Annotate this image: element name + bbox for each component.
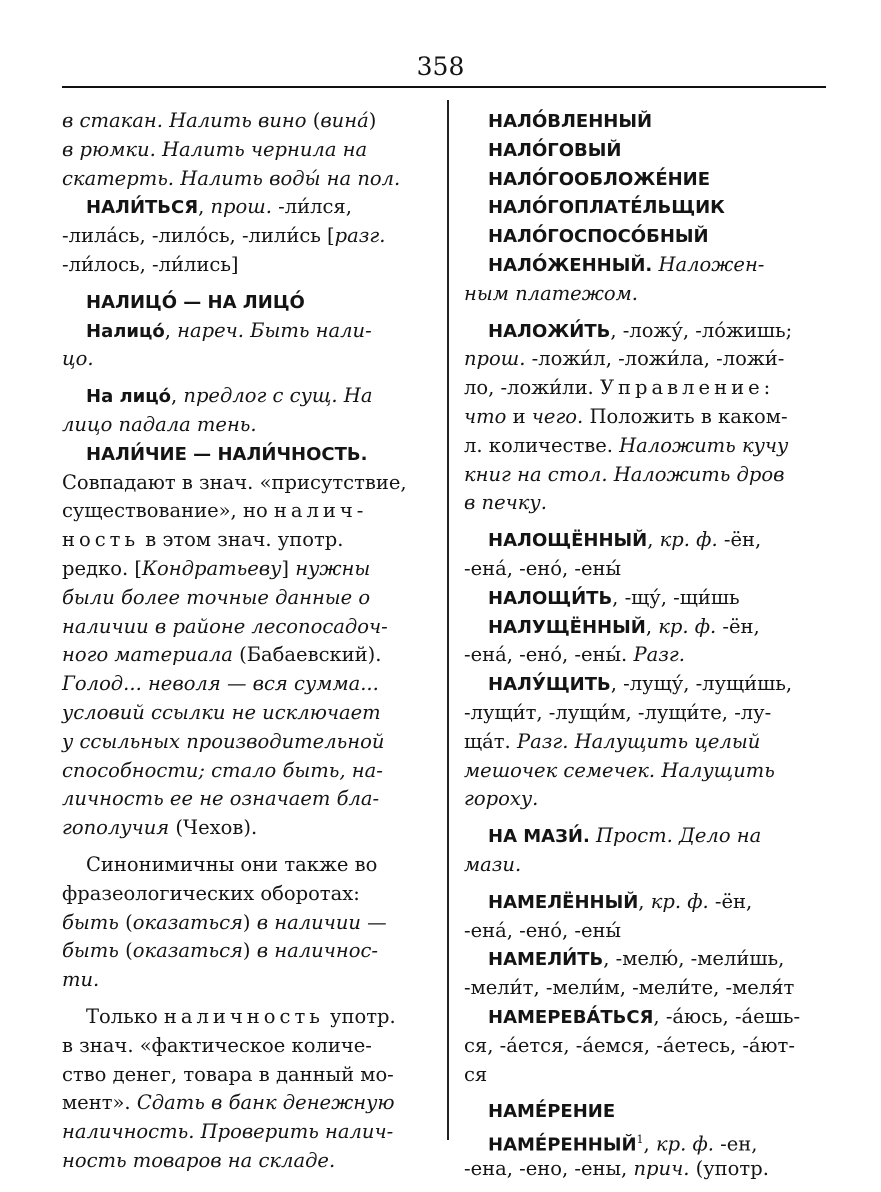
text-run: (Чехов).	[169, 816, 258, 840]
text-run: гополучия	[62, 816, 170, 840]
text-run: прич.	[633, 1156, 690, 1180]
text-line	[62, 107, 422, 136]
text-line	[464, 584, 826, 613]
text-line	[62, 382, 422, 411]
text-line	[62, 613, 422, 642]
text-run: , -мелю́, -мели́шь,	[603, 947, 785, 971]
text-run: , -щу́, -щи́шь	[612, 585, 740, 609]
text-run: ти.	[62, 968, 100, 992]
text-run: способности; стало быть, на-	[62, 758, 383, 782]
text-run: наличии в районе лесопосадоч-	[62, 614, 388, 638]
headword: НАЛО́ГООБЛОЖЕ́НИЕ	[488, 168, 711, 190]
text-run: -ена́, -ено́, -ены́.	[464, 643, 634, 667]
text-line	[62, 411, 422, 440]
column-divider	[447, 100, 449, 1140]
text-line	[62, 814, 422, 843]
text-line	[464, 1155, 826, 1184]
text-run: -ли́лся,	[271, 195, 352, 219]
headword: НАЛИ́ТЬСЯ	[86, 197, 199, 219]
text-line	[62, 851, 422, 880]
text-run: в печку.	[464, 491, 547, 515]
text-run: наличность. Проверить налич-	[62, 1120, 394, 1144]
text-run: л. количестве.	[464, 433, 620, 457]
text-line	[464, 822, 826, 851]
text-run: ность товаров на складе.	[62, 1148, 336, 1172]
text-run: мази.	[464, 852, 522, 876]
text-run: оказаться	[132, 910, 243, 934]
text-run: Прост. Дело на	[596, 824, 762, 848]
headword: НАМЕЛЁННЫЙ	[488, 891, 639, 913]
text-line	[62, 165, 422, 194]
text-line	[62, 785, 422, 814]
text-run: -ён,	[708, 889, 753, 913]
text-run: )	[368, 109, 377, 132]
text-line	[464, 917, 826, 946]
text-run: книг на стол. Наложить дров	[464, 462, 785, 486]
text-line	[464, 107, 826, 136]
header-rule	[62, 86, 826, 88]
text-run: Совпадают в знач. «присутствие,	[62, 470, 407, 494]
text-run: Сдать в банк денежную	[136, 1091, 395, 1115]
text-run: (Бабаевский).	[232, 643, 382, 667]
text-line	[62, 1003, 422, 1032]
text-run: цо.	[62, 347, 94, 371]
text-run: в этом знач. употр.	[139, 528, 344, 552]
text-line	[464, 374, 826, 403]
text-line	[464, 670, 826, 699]
text-run: лицо падала тень.	[62, 412, 257, 436]
text-line	[62, 288, 422, 317]
text-run: в наличнос-	[256, 939, 378, 963]
text-run: -ён,	[717, 528, 762, 552]
text-line	[464, 888, 826, 917]
text-line	[464, 785, 826, 814]
text-run: ]	[281, 556, 296, 580]
text-line	[464, 222, 826, 251]
text-run: ,	[647, 528, 660, 552]
text-run: ,	[643, 1132, 656, 1156]
text-line	[464, 1061, 826, 1090]
text-line	[62, 728, 422, 757]
text-run: наличность	[163, 1004, 324, 1028]
text-line	[62, 757, 422, 786]
text-line	[464, 432, 826, 461]
text-run: , -ложу́, -ло́жишь;	[610, 318, 793, 342]
text-line	[62, 136, 422, 165]
left-column	[62, 107, 422, 1176]
text-run: быть	[62, 939, 126, 963]
text-run: (	[125, 939, 133, 963]
text-run: вина́	[320, 109, 369, 132]
text-run: -лущи́т, -лущи́м, -лущи́те, -лу-	[464, 700, 772, 724]
text-run: (	[125, 910, 133, 934]
text-run: -лила́сь, -лило́сь, -лили́сь [	[62, 224, 335, 248]
headword: НАМЕРЕВА́ТЬСЯ	[488, 1006, 654, 1028]
text-run: гороху.	[464, 787, 539, 811]
headword: НАЛИ́ЧИЕ — НАЛИ́ЧНОСТЬ.	[86, 443, 368, 465]
text-run: налич-	[273, 499, 368, 523]
text-line	[62, 1147, 422, 1176]
text-run: -ли́лось, -ли́лись]	[62, 252, 239, 276]
text-line	[464, 851, 826, 880]
text-run: Наложить кучу	[619, 433, 789, 457]
headword: НАЛОЩЁННЫЙ	[488, 530, 648, 552]
text-line	[464, 641, 826, 670]
text-run: были более точные данные о	[62, 585, 371, 609]
text-run: ного материала	[62, 643, 233, 667]
text-line	[62, 909, 422, 938]
text-run: ,	[638, 889, 651, 913]
page-number: 358	[416, 52, 465, 81]
headword: НАМЕ́РЕННЫЙ	[488, 1134, 637, 1156]
text-run: ным платежом.	[464, 281, 638, 305]
text-run: -ён,	[716, 614, 760, 638]
text-line	[62, 193, 422, 222]
text-line	[62, 497, 422, 526]
text-line	[464, 1126, 826, 1155]
right-column	[464, 107, 826, 1184]
text-run: кр. ф.	[655, 1132, 714, 1156]
text-run: -ена, -ено, -ены,	[464, 1156, 634, 1180]
headword: НАМЕ́РЕНИЕ	[488, 1101, 616, 1123]
headword: НАЛО́ГОВЫЙ	[488, 139, 622, 161]
text-run: ,	[164, 318, 178, 342]
text-run: скатерть. Налить воды́ на пол.	[62, 166, 401, 190]
text-run: в знач. «фактическое количе-	[62, 1033, 372, 1057]
text-line	[62, 670, 422, 699]
headword: НАЛОЖИ́ТЬ	[488, 320, 611, 342]
text-line	[62, 555, 422, 584]
text-run: в рюмки. Налить чернила на	[62, 137, 368, 161]
text-line	[62, 1089, 422, 1118]
text-run: -мели́т, -мели́м, -мели́те, -меля́т	[464, 976, 795, 1000]
text-run: у ссыльных производительной	[62, 729, 385, 753]
text-run: Управление:	[599, 376, 775, 400]
text-run: что	[464, 404, 507, 428]
text-run: разг.	[334, 224, 386, 248]
text-run: ство денег, товара в данный мо-	[62, 1062, 394, 1086]
text-line	[464, 757, 826, 786]
text-line	[62, 345, 422, 374]
text-line	[464, 251, 826, 280]
text-run: -ен,	[713, 1132, 758, 1156]
text-line	[62, 251, 422, 280]
text-line	[464, 1032, 826, 1061]
text-run: ,	[645, 614, 659, 638]
text-run: условий ссылки не исключает	[62, 700, 381, 724]
text-line	[464, 403, 826, 432]
text-run: Наложен-	[658, 252, 765, 276]
text-run: в стакан. Налить вино	[62, 109, 313, 132]
text-run: Положить в каком-	[583, 404, 788, 428]
headword: НАЛО́ГОПЛАТЕ́ЛЬЩИК	[488, 197, 725, 219]
text-run: -ена́, -ено́, -ены́	[464, 918, 622, 942]
headword: НАМЕЛИ́ТЬ	[488, 949, 604, 971]
text-line	[62, 222, 422, 251]
text-line	[464, 699, 826, 728]
text-run: ло, -ложи́ли.	[464, 376, 600, 400]
text-line	[62, 317, 422, 346]
headword: На лицо́	[86, 386, 171, 408]
text-line	[62, 440, 422, 469]
text-line	[62, 641, 422, 670]
text-run: кр. ф.	[658, 614, 717, 638]
headword: НАЛОЩИ́ТЬ	[488, 587, 613, 609]
text-run: мент».	[62, 1091, 137, 1115]
text-line	[464, 613, 826, 642]
text-run: существование», но	[62, 499, 274, 523]
text-run: нареч. Быть нали-	[177, 318, 372, 342]
text-line	[62, 526, 422, 555]
text-line	[62, 1061, 422, 1090]
text-line	[464, 345, 826, 374]
text-line	[464, 280, 826, 309]
text-line	[464, 945, 826, 974]
text-line	[62, 880, 422, 909]
text-run: )	[242, 910, 257, 934]
text-run: кр. ф.	[650, 889, 709, 913]
text-run: оказаться	[132, 939, 243, 963]
text-run: ся, -а́ется, -а́емся, -а́етесь, -а́ют-	[464, 1033, 795, 1057]
text-run: , -а́юсь, -а́ешь-	[653, 1004, 801, 1028]
text-line	[464, 1003, 826, 1032]
homonym-index: 1	[636, 1133, 644, 1147]
text-run: (	[312, 109, 321, 132]
text-line	[62, 584, 422, 613]
headword: НАЛО́ГОСПОСО́БНЫЙ	[488, 226, 709, 248]
text-run: -ложи́л, -ложи́ла, -ложи́-	[525, 347, 785, 371]
headword: НАЛО́ВЛЕННЫЙ	[488, 111, 653, 132]
text-run: Синонимичны они также во	[86, 852, 378, 876]
text-line	[464, 728, 826, 757]
text-run: чего.	[531, 404, 584, 428]
text-line	[464, 489, 826, 518]
text-line	[464, 461, 826, 490]
text-run: ,	[170, 384, 184, 408]
text-line	[62, 699, 422, 728]
text-line	[464, 555, 826, 584]
headword: НАЛУ́ЩИТЬ	[488, 674, 611, 696]
text-run: и	[506, 404, 532, 428]
text-run: ся	[464, 1062, 488, 1086]
text-run: прош.	[464, 347, 526, 371]
text-line	[464, 974, 826, 1003]
text-line	[464, 526, 826, 555]
text-line	[62, 1118, 422, 1147]
text-run: )	[242, 939, 257, 963]
text-line	[62, 469, 422, 498]
text-line	[464, 1097, 826, 1126]
text-run: Только	[86, 1004, 164, 1028]
text-line	[464, 193, 826, 222]
text-line	[464, 136, 826, 165]
text-run: мешочек семечек. Налущить	[464, 758, 775, 782]
headword: НАЛИЦО́ — НА ЛИЦО́	[86, 291, 305, 313]
text-run: , -лущу́, -лущи́шь,	[610, 672, 793, 696]
text-line	[62, 966, 422, 995]
text-run: Разг.	[633, 643, 685, 667]
text-run: ща́т.	[464, 729, 517, 753]
text-line	[62, 937, 422, 966]
headword: НА МАЗИ́.	[488, 826, 590, 848]
text-run: редко. [	[62, 556, 142, 580]
text-run: Голод... неволя — вся сумма...	[62, 672, 379, 696]
headword: НАЛУЩЁННЫЙ	[488, 616, 646, 638]
text-run: предлог с сущ. На	[183, 384, 373, 408]
text-run: ность	[62, 528, 140, 552]
text-run: Кондратьеву	[141, 556, 282, 580]
text-run: -ена́, -ено́, -ены́	[464, 556, 622, 580]
text-run: быть	[62, 910, 126, 934]
text-run: фразеологических оборотах:	[62, 881, 360, 905]
headword: Налицо́	[86, 320, 165, 342]
text-run: употр.	[323, 1004, 396, 1028]
text-run: личность ее не означает бла-	[62, 787, 380, 811]
text-run: нужны	[295, 556, 371, 580]
headword: НАЛО́ЖЕННЫЙ.	[488, 254, 653, 276]
text-run: в наличии —	[256, 910, 387, 934]
text-line	[464, 317, 826, 346]
text-line	[464, 165, 826, 194]
text-run: Разг. Налущить целый	[516, 729, 761, 753]
text-run: (употр.	[689, 1156, 769, 1180]
text-line	[62, 1032, 422, 1061]
text-run: кр. ф.	[659, 528, 718, 552]
text-run: прош.	[210, 195, 272, 219]
text-run: ,	[198, 195, 211, 219]
